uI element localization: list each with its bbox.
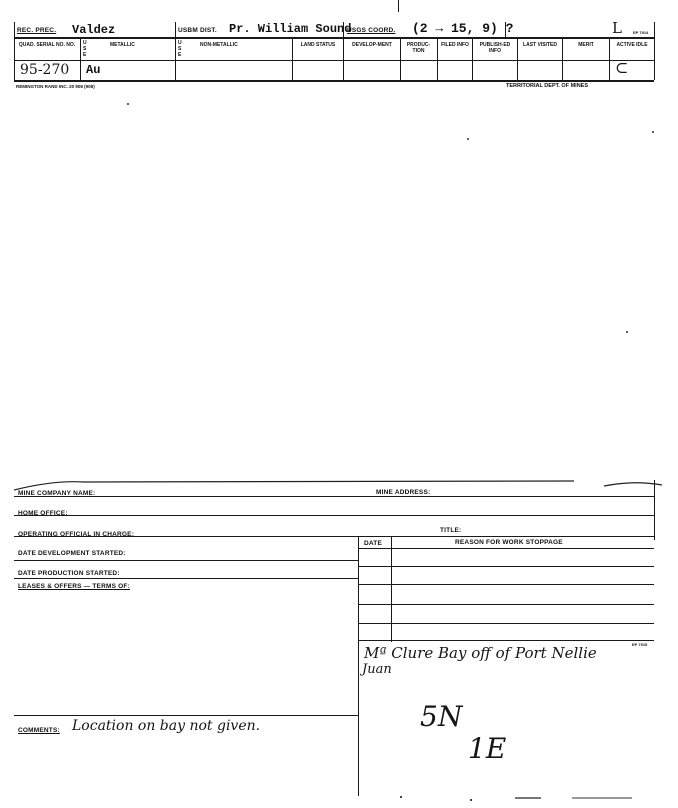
usgs-coord-value: (2 → 15, 9) ? (412, 21, 514, 36)
col-metallic: METALLIC (110, 42, 135, 48)
rule (358, 584, 654, 585)
rule (391, 536, 392, 642)
date-development-label: DATE DEVELOPMENT STARTED: (18, 550, 126, 557)
rule (14, 80, 654, 82)
rule (14, 496, 654, 497)
comments-value: Location on bay not given. (72, 718, 261, 734)
col-quad-serial: QUAD. SERIAL NO. NO. (18, 42, 76, 48)
rule (609, 38, 610, 80)
scan-speck (515, 797, 541, 799)
rule (14, 60, 654, 61)
scan-speck (626, 331, 628, 333)
col-production: PRODUC-TION (406, 42, 431, 54)
col-merit: MERIT (578, 42, 594, 48)
handwritten-mark-1: 5N (420, 700, 463, 733)
footer-right: TERRITORIAL DEPT. OF MINES (506, 83, 588, 89)
title-label: TITLE: (440, 527, 462, 534)
card-top-edge (14, 474, 664, 496)
scan-speck (572, 797, 632, 799)
rule (14, 515, 654, 516)
rule (14, 22, 15, 80)
rec-prec-value: Valdez (72, 23, 116, 37)
scan-speck (470, 799, 472, 801)
scan-speck (400, 796, 402, 798)
col-active-idle: ACTIVE IDLE (616, 42, 648, 48)
metallic-value: Au (86, 63, 101, 77)
rule (14, 715, 358, 716)
rule (358, 623, 654, 624)
form-number: EP 7914 (633, 30, 649, 35)
scan-speck (652, 131, 654, 133)
rule (14, 560, 358, 561)
date-header: DATE (364, 540, 383, 547)
active-idle-mark: ⊃ (615, 59, 629, 78)
usgs-coord-label: USGS COORD. (347, 27, 396, 34)
operating-official-label: OPERATING OFFICIAL IN CHARGE: (18, 531, 135, 538)
rule (437, 38, 438, 80)
mine-address-label: MINE ADDRESS: (376, 489, 431, 496)
usbm-dist-value: Pr. William Sound (229, 22, 352, 36)
handwritten-mark-2: 1E (468, 732, 507, 765)
rule (400, 38, 401, 80)
scan-mark (398, 0, 399, 12)
comments-label: COMMENTS: (18, 727, 60, 734)
rule (14, 578, 358, 579)
col-last-visited: LAST VISITED (523, 42, 557, 48)
col-filed-info: FILED INFO (441, 42, 469, 48)
form-number-bottom: EP 7915 (632, 642, 648, 647)
handwritten-location-line1: Mª Clure Bay off of Port Nellie (364, 644, 597, 662)
rule (175, 22, 176, 38)
scan-speck (127, 103, 129, 105)
rule (175, 38, 176, 80)
rule (343, 38, 344, 80)
mine-company-name-label: MINE COMPANY NAME: (18, 490, 96, 497)
col-development: DEVELOP-MENT (352, 42, 392, 48)
rule (14, 37, 654, 39)
usbm-dist-label: USBM DIST. (178, 27, 217, 34)
rule (654, 22, 655, 80)
home-office-label: HOME OFFICE: (18, 510, 68, 517)
rule (358, 640, 654, 641)
footer-left: REMINGTON RAND INC. 20 908 (908) (16, 84, 95, 89)
col-use-nm: U S E (178, 40, 182, 58)
col-use: U S E (83, 40, 87, 58)
reason-header: REASON FOR WORK STOPPAGE (455, 539, 563, 546)
scan-speck (467, 138, 469, 140)
rule (292, 38, 293, 80)
leases-label: LEASES & OFFERS — TERMS OF: (18, 583, 130, 590)
rule (358, 566, 654, 567)
rule (654, 480, 655, 540)
rule (358, 604, 654, 605)
rule (517, 38, 518, 80)
handwritten-location-line2: Juan (362, 662, 392, 677)
serial-value: 95-270 (20, 62, 70, 78)
rule (562, 38, 563, 80)
rule (472, 38, 473, 80)
corner-mark: L (612, 19, 622, 37)
rec-prec-label: REC. PREC. (17, 27, 57, 34)
rule (358, 548, 654, 549)
col-land-status: LAND STATUS (300, 42, 336, 48)
col-non-metallic: NON-METALLIC (200, 42, 238, 48)
rule (358, 536, 359, 796)
rule (80, 38, 81, 80)
date-production-label: DATE PRODUCTION STARTED: (18, 570, 120, 577)
col-published-info: PUBLISH-ED INFO (479, 42, 511, 54)
